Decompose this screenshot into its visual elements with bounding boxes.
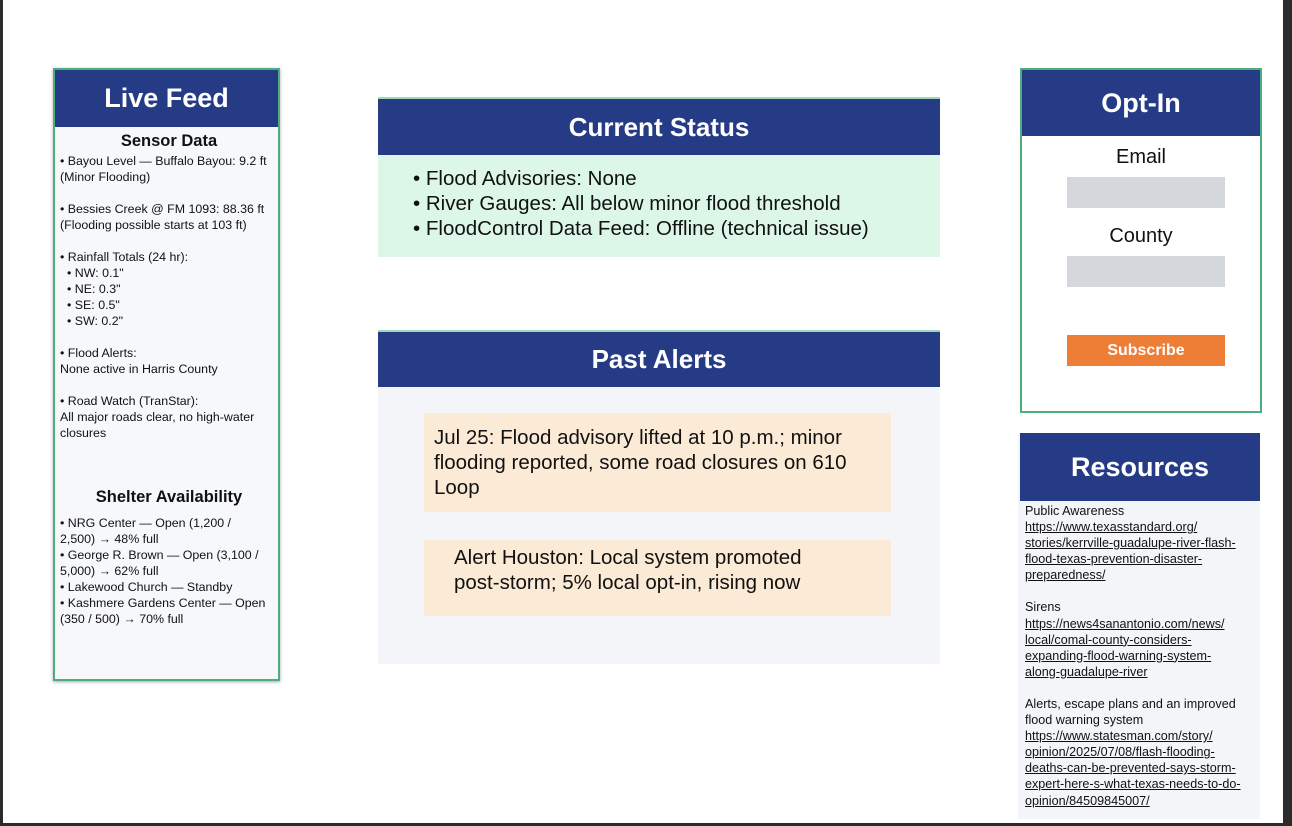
rainfall-item: • NE: 0.3" (67, 282, 121, 296)
email-label: Email (1115, 146, 1166, 168)
alert-text-line: Alert Houston: Local system promoted (454, 546, 802, 569)
road-watch-heading: • Road Watch (TranStar): (60, 394, 199, 408)
alert-text-line: post-storm; 5% local opt-in, rising now (454, 571, 801, 594)
status-item: • Flood Advisories: None (413, 167, 637, 190)
opt-in-title: Opt-In (1022, 70, 1260, 136)
shelter-availability-heading: Shelter Availability (95, 488, 243, 506)
rainfall-item: • NW: 0.1" (67, 266, 124, 280)
flood-alerts-value: None active in Harris County (60, 362, 218, 376)
road-watch-value: closures (60, 426, 107, 440)
road-watch-value: All major roads clear, no high-water (60, 410, 255, 424)
alert-text-line: Loop (434, 476, 480, 499)
shelter-line: • George R. Brown — Open (3,100 / (60, 548, 259, 562)
bayou-level-line: • Bayou Level — Buffalo Bayou: 9.2 ft (60, 154, 267, 168)
resource-link[interactable]: https://news4sanantonio.com/news/ local/comal-county-considers- expanding-flood-warning-system- along-guadalupe-river (1025, 616, 1225, 679)
rainfall-heading: • Rainfall Totals (24 hr): (60, 250, 189, 264)
resource-link[interactable]: https://www.texasstandard.org/ stories/kerrville-guadalupe-river-flash- flood-texas-prevention-disaster- preparedness/ (1025, 520, 1236, 583)
shelter-line: 5,000) → 62% full (60, 564, 159, 578)
shelter-line: 2,500) → 48% full (60, 532, 159, 546)
resource-label: Sirens (1025, 600, 1061, 615)
resource-label: Public Awareness (1025, 504, 1125, 518)
alert-text-line: flooding reported, some road closures on 610 (434, 451, 847, 474)
live-feed-title: Live Feed (55, 70, 278, 127)
current-status-list (378, 155, 940, 241)
flood-alerts-heading: • Flood Alerts: (60, 346, 137, 360)
resource-label: Alerts, escape plans and an improved (1025, 696, 1236, 711)
live-feed-panel (53, 68, 280, 681)
alert-text-line: Jul 25: Flood advisory lifted at 10 p.m.; minor (434, 426, 842, 449)
subscribe-button[interactable]: Subscribe (1067, 335, 1225, 366)
past-alerts-panel (378, 330, 940, 664)
shelter-line: • NRG Center — Open (1,200 / (60, 516, 231, 530)
alert-card (424, 540, 891, 616)
page (3, 0, 1283, 823)
opt-in-panel (1020, 68, 1262, 413)
sensor-data-heading: Sensor Data (120, 132, 218, 150)
resources-panel (1018, 433, 1260, 819)
rainfall-item: • SW: 0.2" (67, 314, 124, 328)
alert-card (424, 413, 891, 512)
bayou-level-status: (Minor Flooding) (60, 170, 151, 184)
current-status-title: Current Status (378, 99, 940, 155)
bessies-creek-line: • Bessies Creek @ FM 1093: 88.36 ft (60, 202, 265, 216)
past-alerts-title: Past Alerts (378, 330, 940, 387)
current-status-panel (378, 97, 940, 257)
rainfall-item: • SE: 0.5" (67, 298, 120, 312)
resource-label: flood warning system (1025, 713, 1144, 728)
resources-title: Resources (1020, 433, 1260, 501)
bessies-creek-note: (Flooding possible starts at 103 ft) (60, 218, 247, 232)
county-label: County (1109, 225, 1173, 247)
status-item: • River Gauges: All below minor flood threshold (413, 192, 841, 215)
email-input[interactable] (1067, 177, 1225, 208)
shelter-line: • Kashmere Gardens Center — Open (60, 596, 266, 610)
shelter-line: (350 / 500) → 70% full (60, 612, 184, 626)
shelter-line: • Lakewood Church — Standby (60, 580, 233, 594)
resource-link[interactable]: https://www.statesman.com/story/ opinion/2025/07/08/flash-flooding- deaths-can-be-prevented-says-storm- expert-here-s-what-texas-needs-to-do- opinion/84509845007/ (1025, 729, 1241, 808)
status-item: • FloodControl Data Feed: Offline (technical issue) (413, 217, 869, 240)
county-input[interactable] (1067, 256, 1225, 287)
